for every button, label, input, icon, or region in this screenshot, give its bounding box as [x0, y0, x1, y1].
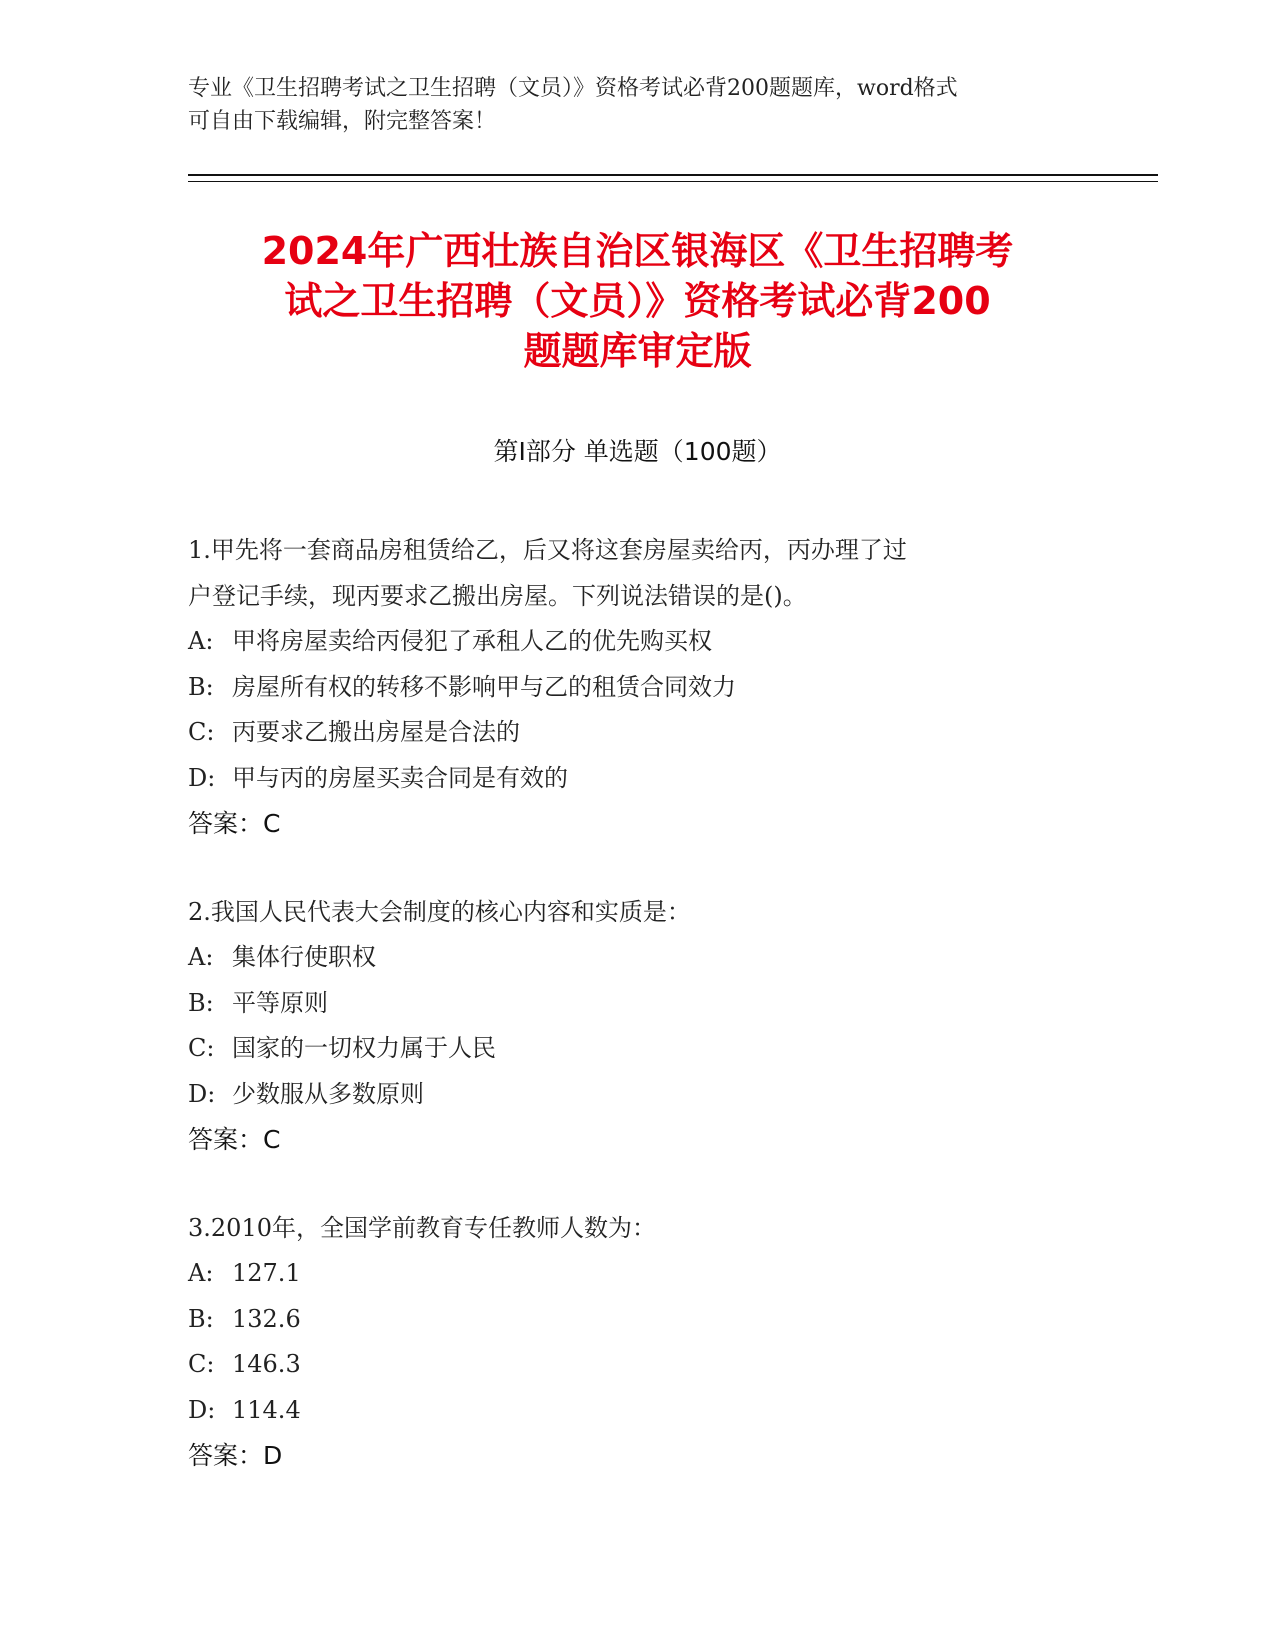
option-text: 房屋所有权的转移不影响甲与乙的租赁合同效力 [232, 672, 736, 701]
question-stem: 2.我国人民代表大会制度的核心内容和实质是： [188, 897, 691, 926]
option-key: A: [188, 943, 214, 971]
answer-label: 答案： [188, 1125, 264, 1154]
title-line: 试之卫生招聘（文员）》资格考试必背200 [284, 279, 991, 323]
question-stem: 户登记手续，现丙要求乙搬出房屋。下列说法错误的是()。 [188, 581, 807, 610]
title-line: 题题库审定版 [523, 329, 752, 373]
option-key: B: [188, 1304, 214, 1333]
question-stem: 1.甲先将一套商品房租赁给乙，后又将这套房屋卖给丙，丙办理了过 [188, 536, 907, 564]
answer-line [188, 1433, 1088, 1479]
option-d [188, 1072, 1088, 1118]
answer-line [188, 1117, 1088, 1163]
option-key: D: [188, 1395, 216, 1424]
option-b [188, 665, 1088, 711]
option-key: A: [188, 627, 214, 655]
answer-value: C [263, 1125, 281, 1154]
answer-label: 答案： [188, 809, 264, 838]
option-key: D: [188, 763, 216, 792]
option-a [188, 935, 1088, 981]
option-text: 甲将房屋卖给丙侵犯了承租人乙的优先购买权 [232, 627, 712, 655]
question-item [188, 890, 1088, 1163]
header-note-line: 可自由下载编辑，附完整答案！ [188, 109, 497, 134]
option-d [188, 756, 1088, 802]
answer-value: C [263, 809, 281, 838]
answer-line [188, 801, 1088, 847]
option-c [188, 1342, 1088, 1388]
title-line: 2024年广西壮族自治区银海区《卫生招聘考 [261, 229, 1014, 273]
question-item [188, 1206, 1088, 1479]
option-key: B: [188, 672, 214, 701]
header-divider-thin [188, 181, 1158, 182]
option-text: 国家的一切权力属于人民 [232, 1034, 496, 1062]
option-a [188, 619, 1088, 665]
option-key: C: [188, 1350, 215, 1378]
option-text: 146.3 [232, 1350, 301, 1378]
document-title [150, 226, 1125, 376]
option-text: 集体行使职权 [232, 943, 376, 971]
header-note-line: 专业《卫生招聘考试之卫生招聘（文员）》资格考试必背200题题库，word格式 [188, 76, 958, 101]
option-text: 114.4 [232, 1395, 301, 1424]
question-item [188, 528, 1088, 847]
option-a [188, 1251, 1088, 1297]
header-note [188, 72, 1068, 138]
section-title: 第Ⅰ部分 单选题（100题） [493, 437, 782, 466]
option-key: B: [188, 988, 214, 1017]
option-c [188, 1026, 1088, 1072]
answer-label: 答案： [188, 1441, 264, 1470]
option-b [188, 1297, 1088, 1343]
option-text: 丙要求乙搬出房屋是合法的 [232, 718, 520, 746]
option-text: 132.6 [232, 1304, 301, 1333]
question-stem: 3.2010年，全国学前教育专任教师人数为： [188, 1213, 656, 1242]
answer-value: D [263, 1441, 283, 1470]
header-divider-thick [188, 174, 1158, 176]
option-text: 少数服从多数原则 [232, 1079, 424, 1108]
option-c [188, 710, 1088, 756]
question-list [188, 528, 1088, 1522]
option-text: 甲与丙的房屋买卖合同是有效的 [232, 763, 568, 792]
option-key: A: [188, 1259, 214, 1287]
option-key: D: [188, 1079, 216, 1108]
option-b [188, 981, 1088, 1027]
option-d [188, 1388, 1088, 1434]
option-key: C: [188, 718, 215, 746]
option-text: 127.1 [232, 1259, 301, 1287]
option-text: 平等原则 [232, 988, 328, 1017]
option-key: C: [188, 1034, 215, 1062]
